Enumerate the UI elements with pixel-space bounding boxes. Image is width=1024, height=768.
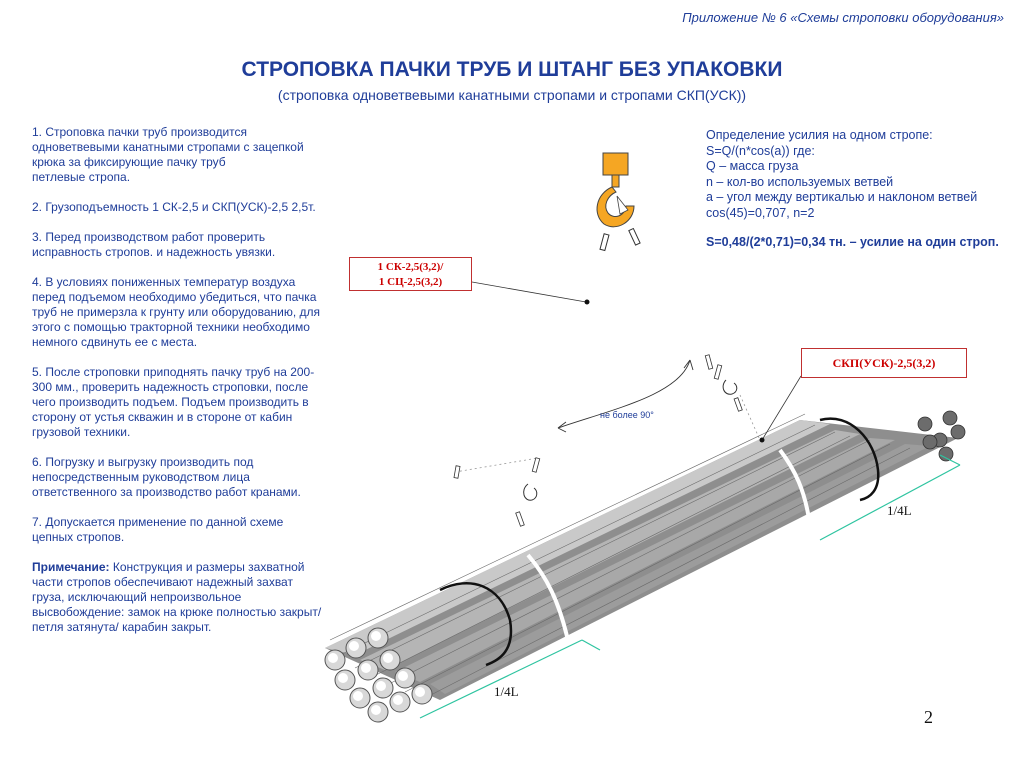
crane-hook-icon (597, 153, 634, 227)
instruction-2: 2. Грузоподъемность 1 СК-2,5 и СКП(УСК)-2,5 2,5т. (32, 200, 316, 214)
instruction-3: 3. Перед производством работ проверить исправность стропов. и надежность увязки. (32, 230, 276, 259)
page-subtitle: (строповка одноветвевыми канатными стропами и стропами СКП(УСК)) (277, 87, 747, 103)
calc-line-1: Определение усилия на одном стропе: (706, 128, 933, 142)
instruction-5: 5. После строповки приподнять пачку труб на 200-300 мм., проверить надежность строповки, после чего производить подъем. Подъем производить в сторону от устья скважин и в стороне от кабин грузовой техники. (32, 365, 315, 439)
sling-label-skp: СКП(УСК)-2,5(3,2) (801, 348, 967, 378)
calc-line-2: S=Q/(n*cos(a)) где: (706, 143, 815, 158)
page-number: 2 (924, 707, 933, 727)
pipe-bundle (325, 411, 965, 722)
instruction-7: 7. Допускается применение по данной схеме цепных стропов. (32, 515, 284, 544)
instruction-1: 1. Строповка пачки труб производится одноветвевыми канатными стропами с зацепкой крюка за фиксирующие пачку труб петлевые стропа. (32, 125, 304, 184)
sling-label-sk-line-2: 1 СЦ-2,5(3,2) (378, 276, 443, 288)
angle-label: не более 90° (600, 410, 654, 420)
calc-line-4: n – кол-во используемых ветвей (706, 174, 894, 189)
calc-line-5: a – угол между вертикалью и наклоном ветвей (706, 190, 978, 204)
instruction-6: 6. Погрузку и выгрузку производить под непосредственным руководством лица ответственного за производство работ кранами. (32, 455, 301, 499)
sling-label-sk (349, 257, 472, 291)
note-text: Конструкция и размеры захватной части стропов обеспечивают надежный захват груза, исключающий непроизвольное высвобождение: замок на крюке полностью закрыт/ петля затянута/ карабин закрыт. (32, 560, 322, 634)
quarter-length-label-left: 1/4L (494, 684, 519, 699)
calc-result: S=0,48/(2*0,71)=0,34 тн. – усилие на один строп. (706, 235, 999, 249)
note-label: Примечание: (32, 560, 110, 574)
quarter-length-label-right: 1/4L (887, 503, 912, 518)
appendix-header: Приложение № 6 «Схемы строповки оборудования» (682, 10, 1004, 25)
instruction-4: 4. В условиях пониженных температур воздуха перед подъемом необходимо убедиться, что пачка труб не примерзла к грунту или оборудованию, для этого с помощью тракторной техники необходимо немного сдвинуть ее с места. (32, 275, 321, 349)
sling-label-sk-line-1: 1 СК-2,5(3,2)/ (377, 261, 444, 273)
calc-line-3: Q – масса груза (706, 159, 799, 173)
calc-line-6: cos(45)=0,707, n=2 (706, 205, 815, 220)
sling-hook-icon (454, 458, 540, 527)
page-title: СТРОПОВКА ПАЧКИ ТРУБ И ШТАНГ БЕЗ УПАКОВКИ (241, 58, 783, 81)
sling-hook-icon (705, 355, 742, 412)
